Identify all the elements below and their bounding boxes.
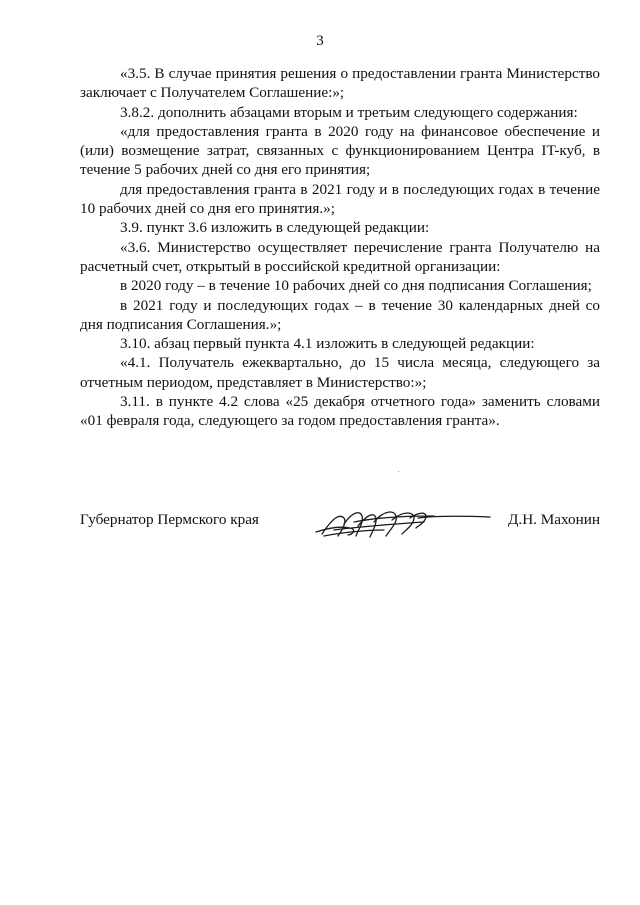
- document-body: [80, 64, 600, 431]
- paragraph: 3.11. в пункте 4.2 слова «25 декабря отчетного года» заменить словами «01 февраля года, следующего за годом предоставления гранта».: [80, 393, 600, 430]
- paragraph: в 2021 году и последующих годах – в течение 30 календарных дней со дня подписания Соглашения.»;: [80, 296, 600, 333]
- paragraph: 3.8.2. дополнить абзацами вторым и третьим следующего содержания:: [120, 103, 578, 121]
- paragraph: для предоставления гранта в 2021 году и в последующих годах в течение 10 рабочих дней со дня его принятия.»;: [80, 180, 600, 218]
- signatory-name: Д.Н. Махонин: [508, 511, 600, 528]
- signatory-title: Губернатор Пермского края: [80, 511, 259, 528]
- paragraph: в 2020 году – в течение 10 рабочих дней со дня подписания Соглашения;: [120, 277, 592, 295]
- signature-block: [80, 504, 600, 544]
- paragraph: 3.9. пункт 3.6 изложить в следующей редакции:: [120, 219, 430, 237]
- paragraph: «4.1. Получатель ежеквартально, до 15 числа месяца, следующего за отчетным периодом, представляет в Министерство:»;: [80, 354, 600, 391]
- page-number: 3: [316, 33, 324, 49]
- paragraph: 3.10. абзац первый пункта 4.1 изложить в следующей редакции:: [120, 335, 535, 353]
- handwritten-signature: [314, 504, 494, 544]
- scan-speck: [398, 471, 399, 472]
- paragraph: «для предоставления гранта в 2020 году на финансовое обеспечение и (или) возмещение затрат, связанных с функционированием Центра IT-куб, в течение 5 рабочих дней со дня его принятия;: [80, 122, 600, 179]
- paragraph: «3.5. В случае принятия решения о предоставлении гранта Министерство заключает с Получателем Соглашение:»;: [80, 65, 600, 102]
- paragraph: «3.6. Министерство осуществляет перечисление гранта Получателю на расчетный счет, открытый в российской кредитной организации:: [80, 238, 600, 275]
